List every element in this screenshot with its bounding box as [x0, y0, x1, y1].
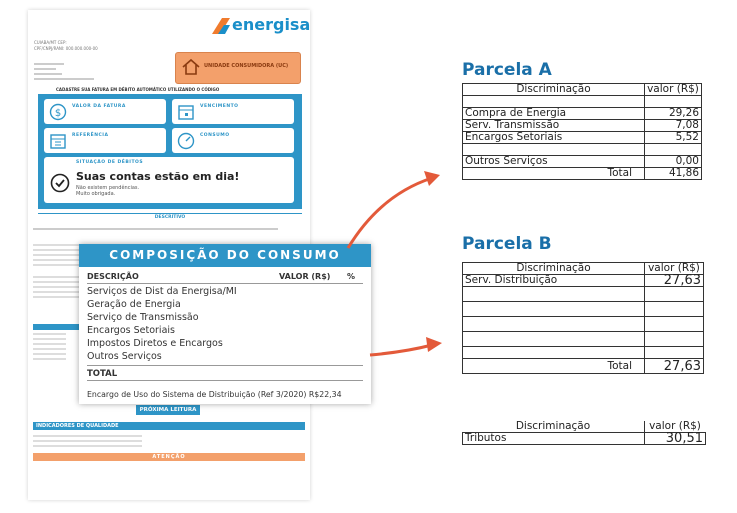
- uc-label: UNIDADE CONSUMIDORA (UC): [204, 63, 289, 69]
- tributos-label: Tributos: [463, 433, 645, 445]
- popup-footnote: Encargo de Uso do Sistema de Distribuição (Ref 3/2020) R$22,34: [87, 390, 342, 399]
- card-referencia-label: REFERÊNCIA: [72, 133, 109, 138]
- cell: Outros Serviços: [463, 156, 645, 168]
- popup-col-pct: %: [347, 272, 356, 281]
- cell: [645, 347, 704, 359]
- total-value: 41,86: [645, 168, 702, 180]
- situacao-title: Suas contas estão em dia!: [76, 170, 240, 183]
- header-discriminacao: Discriminação: [463, 84, 645, 96]
- cell: [645, 317, 704, 332]
- table-row: [463, 156, 702, 168]
- cell: Serv. Transmissão: [463, 120, 645, 132]
- popup-col-desc: DESCRIÇÃO: [87, 272, 139, 281]
- parcela-b-table: [462, 262, 704, 374]
- cell: 0,00: [645, 156, 702, 168]
- table-row: [463, 347, 704, 359]
- table-row: [463, 287, 704, 302]
- table-header: [463, 84, 702, 96]
- proxima-leitura-label: PRÓXIMA LEITURA: [136, 405, 200, 415]
- card-vencimento-label: VENCIMENTO: [200, 104, 239, 109]
- table-row: [463, 332, 704, 347]
- cell: Compra de Energia: [463, 108, 645, 120]
- situacao-label: SITUAÇÃO DE DÉBITOS: [76, 160, 144, 165]
- table-row: [463, 433, 706, 445]
- popup-item: Encargos Setoriais: [87, 325, 175, 336]
- total-value: 27,63: [645, 359, 704, 374]
- indicadores-bar: INDICADORES DE QUALIDADE: [33, 422, 305, 430]
- total-label: Total: [463, 359, 645, 374]
- tributos-table: [462, 421, 706, 445]
- cell: Serv. Distribuição: [463, 275, 645, 287]
- header-valor: valor (R$): [644, 421, 706, 433]
- table-row: [463, 120, 702, 132]
- table-row: [463, 144, 702, 156]
- debit-notice: CADASTRE SUA FATURA EM DÉBITO AUTOMÁTICO UTILIZANDO O CÓDIGO: [56, 87, 220, 92]
- header-valor: valor (R$): [645, 263, 704, 275]
- table-row: [463, 108, 702, 120]
- total-row: [463, 168, 702, 180]
- table-row: [463, 96, 702, 108]
- cell: [463, 96, 645, 108]
- arrow-to-parcela-b: [370, 345, 432, 355]
- popup-item: Geração de Energia: [87, 299, 181, 310]
- table-row: [463, 132, 702, 144]
- popup-item: Outros Serviços: [87, 351, 162, 362]
- cell: [645, 332, 704, 347]
- parcela-a-table: [462, 83, 702, 180]
- descritivo-heading: DESCRITIVO: [38, 213, 302, 220]
- arrow-to-parcela-a: [348, 178, 432, 248]
- tributos-value: 30,51: [644, 433, 706, 445]
- svg-text:$: $: [54, 108, 62, 119]
- cell: [645, 302, 704, 317]
- cell: 5,52: [645, 132, 702, 144]
- card-consumo-label: CONSUMO: [200, 133, 230, 138]
- cell: Encargos Setoriais: [463, 132, 645, 144]
- popup-item: Serviços de Dist da Energisa/MI: [87, 286, 237, 297]
- cell: 29,26: [645, 108, 702, 120]
- cell: [463, 287, 645, 302]
- cell: 27,63: [645, 275, 704, 287]
- table-row: [463, 302, 704, 317]
- cpf-line: CPF/CNPJ/RANI: 000.000.000-00: [34, 46, 98, 51]
- cell: [463, 347, 645, 359]
- cell: [463, 332, 645, 347]
- popup-col-valor: VALOR (R$): [279, 272, 331, 281]
- header-valor: valor (R$): [645, 84, 702, 96]
- brand-logo: energisa: [232, 15, 310, 34]
- popup-total: TOTAL: [87, 369, 118, 379]
- popup-item: Serviço de Transmissão: [87, 312, 199, 323]
- city-line: CUIABA/MT CEP:: [34, 40, 67, 45]
- card-valor-label: VALOR DA FATURA: [72, 104, 126, 109]
- cell: [645, 96, 702, 108]
- cell: [645, 144, 702, 156]
- cell: [463, 317, 645, 332]
- popup-title: COMPOSIÇÃO DO CONSUMO: [79, 244, 371, 267]
- cell: [463, 302, 645, 317]
- table-row: [463, 275, 704, 287]
- header-discriminacao: Discriminação: [463, 421, 645, 433]
- popup-item: Impostos Diretos e Encargos: [87, 338, 223, 349]
- total-label: Total: [463, 168, 645, 180]
- situacao-sub1: Não existem pendências.: [76, 185, 140, 191]
- cell: [645, 287, 704, 302]
- total-row: [463, 359, 704, 374]
- header-discriminacao: Discriminação: [463, 263, 645, 275]
- cell: [463, 144, 645, 156]
- cell: 7,08: [645, 120, 702, 132]
- parcela-b-title: Parcela B: [462, 234, 552, 254]
- atencao-bar: ATENÇÃO: [33, 453, 305, 461]
- situacao-sub2: Muito obrigada.: [76, 191, 116, 197]
- arrowhead-icon: [426, 337, 442, 352]
- table-row: [463, 317, 704, 332]
- parcela-a-title: Parcela A: [462, 60, 552, 80]
